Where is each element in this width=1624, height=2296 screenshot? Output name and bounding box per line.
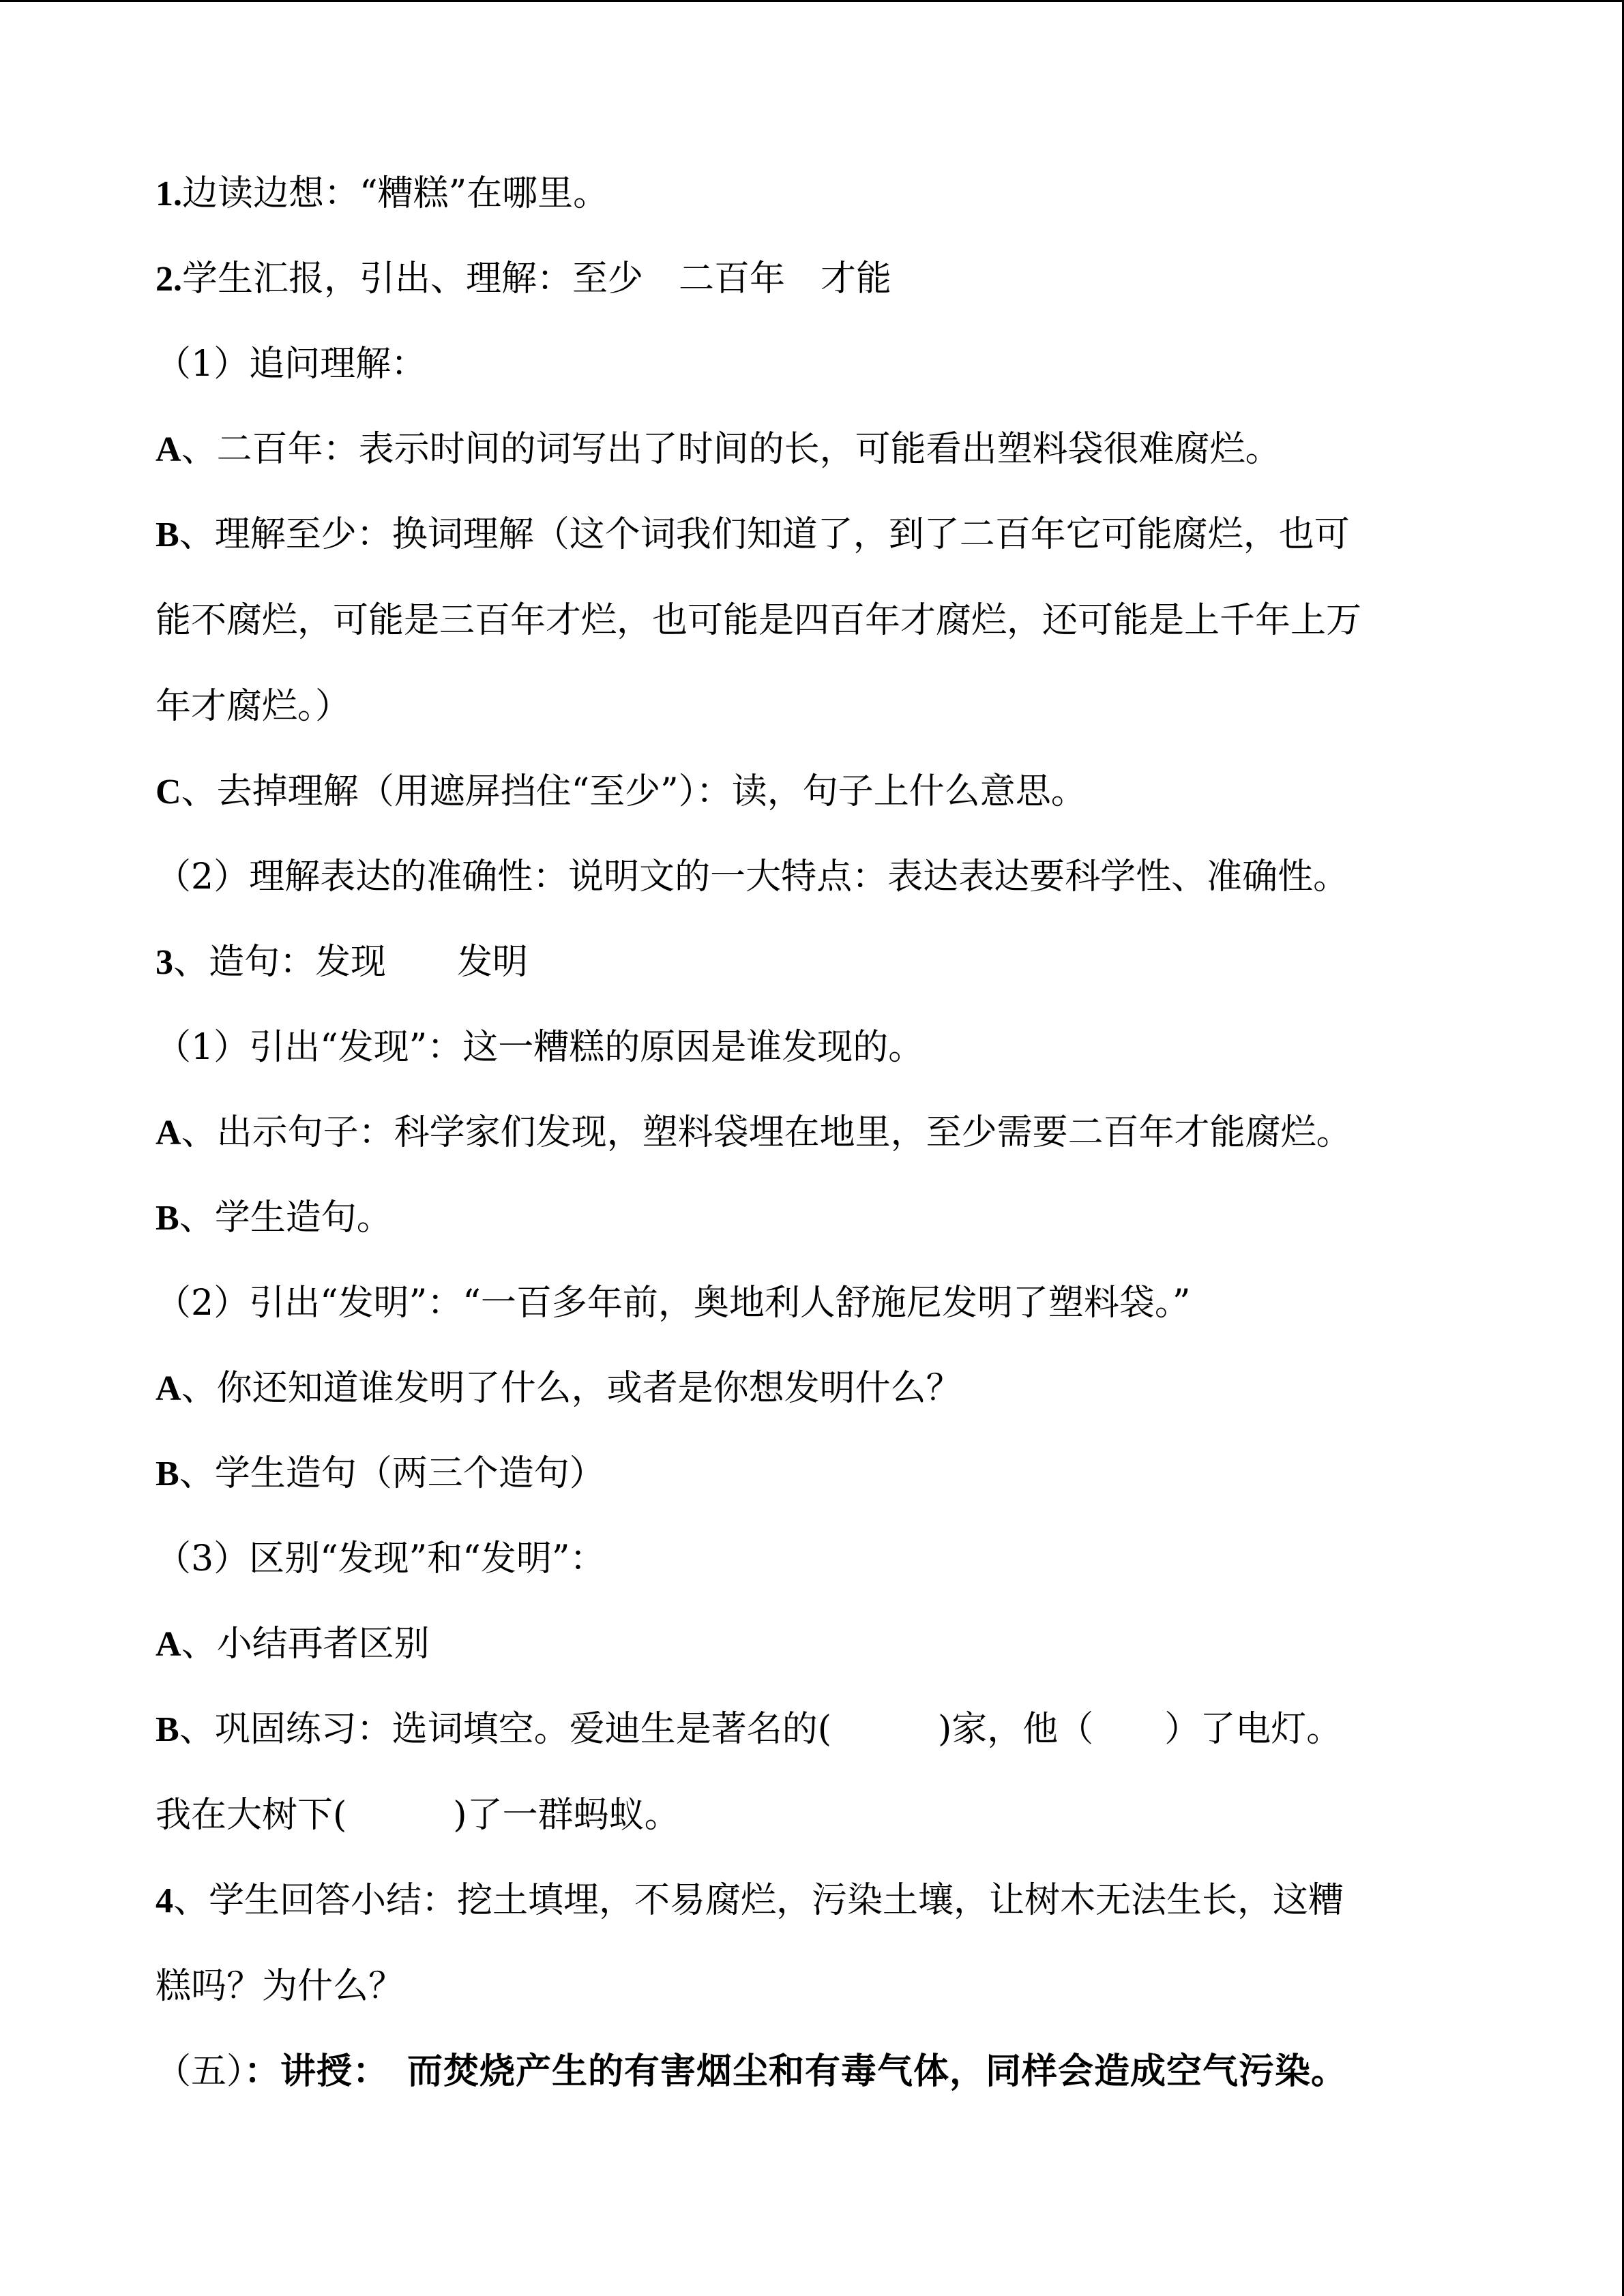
document-body (156, 151, 1506, 2115)
text-line: 我在大树下( )了一群蚂蚁。 (156, 1795, 680, 1836)
text-line: 糕吗？为什么？ (156, 1966, 404, 2007)
text-line: 4、学生回答小结：挖土填埋，不易腐烂，污染土壤，让树木无法生长，这糟 (156, 1880, 1344, 1921)
text-line: 1.边读边想：“糟糕”在哪里。 (156, 173, 609, 214)
text-line: （2）理解表达的准确性：说明文的一大特点：表达表达要科学性、准确性。 (156, 856, 1349, 897)
text-line: B、理解至少：换词理解（这个词我们知道了，到了二百年它可能腐烂，也可 (156, 514, 1350, 555)
section-body: 而焚烧产生的有害烟尘和有毒气体，同样会造成空气污染。 (371, 2051, 1348, 2092)
text-line: （3）区别“发现”和“发明”： (156, 1538, 606, 1579)
section-heading-line (156, 2029, 1506, 2115)
section-number: （五） (156, 2051, 245, 2092)
text-line: B、巩固练习：选词填空。爱迪生是著名的( )家，他（ ）了电灯。 (156, 1709, 1342, 1750)
text-line: （1）引出“发现”：这一糟糕的原因是谁发现的。 (156, 1027, 924, 1068)
text-line: B、学生造句（两三个造句） (156, 1453, 605, 1494)
text-line: 3、造句：发现 发明 (156, 942, 529, 983)
text-line: C、去掉理解（用遮屏挡住“至少”）：读，句子上什么意思。 (156, 771, 1087, 812)
text-line: 2.学生汇报，引出、理解：至少 二百年 才能 (156, 258, 892, 299)
text-line: 能不腐烂，可能是三百年才烂，也可能是四百年才腐烂，还可能是上千年上万 (156, 600, 1362, 641)
text-line: （2）引出“发明”：“一百多年前，奥地利人舒施尼发明了塑料袋。” (156, 1283, 1191, 1324)
section-heading: ：讲授： (244, 2051, 372, 2092)
text-line: A、出示句子：科学家们发现，塑料袋埋在地里，至少需要二百年才能腐烂。 (156, 1112, 1352, 1153)
text-line: A、你还知道谁发明了什么，或者是你想发明什么？ (156, 1368, 962, 1409)
text-line: A、小结再者区别 (156, 1624, 430, 1665)
text-line: 年才腐烂。） (156, 686, 351, 727)
text-line: B、学生造句。 (156, 1197, 392, 1238)
text-line: A、二百年：表示时间的词写出了时间的长，可能看出塑料袋很难腐烂。 (156, 429, 1281, 470)
text-line: （1）追问理解： (156, 344, 427, 385)
